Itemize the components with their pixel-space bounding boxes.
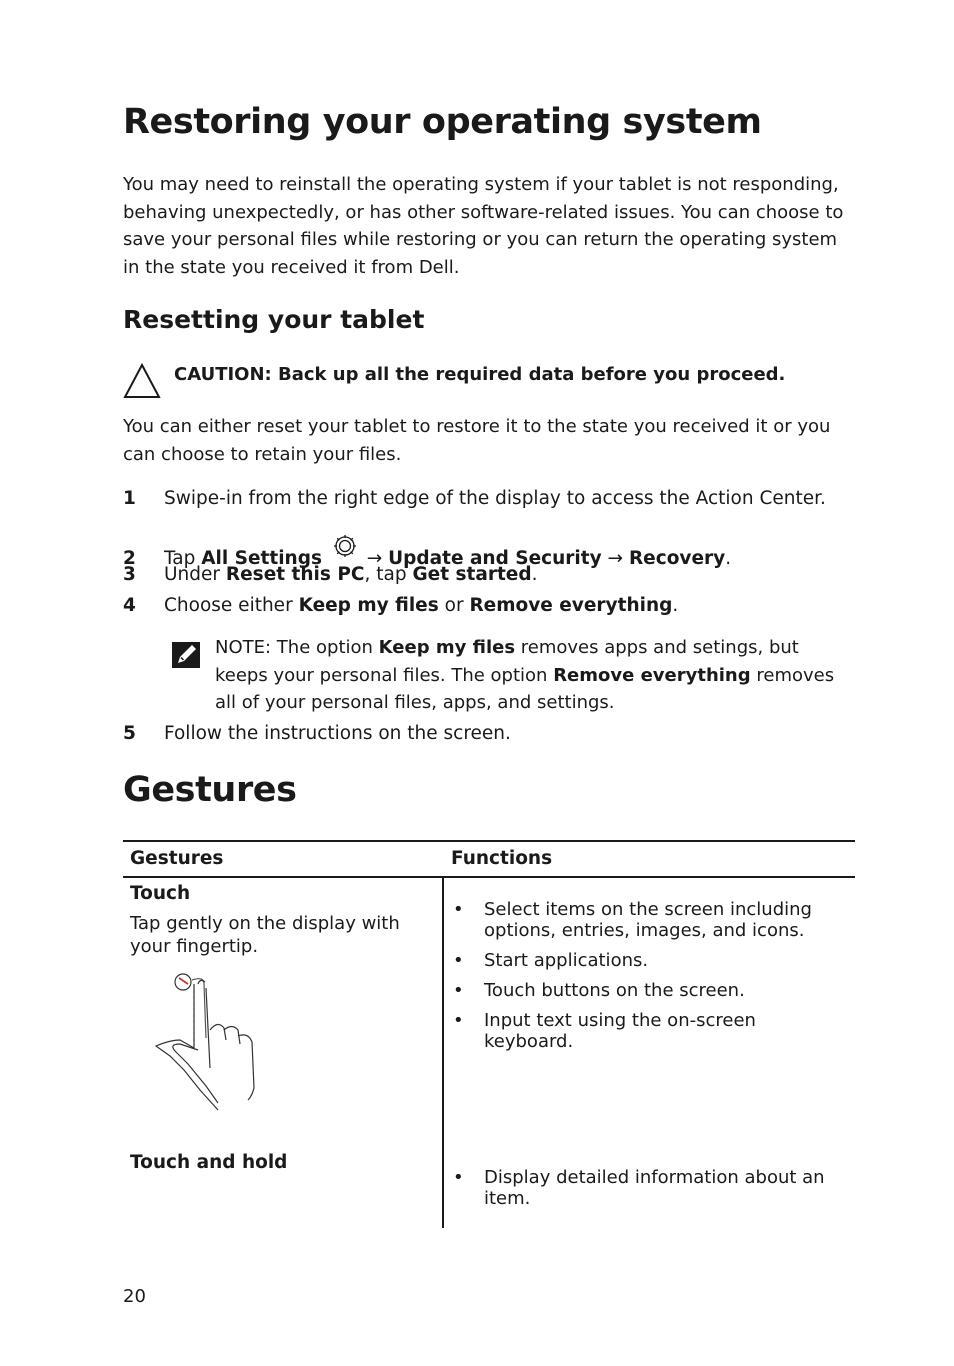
table-header-row [123,842,855,876]
step-number: 3 [123,564,136,585]
caution-box [123,362,863,402]
gear-icon [329,532,361,560]
finger-tap-icon [148,968,268,1118]
header-gestures: Gestures [130,848,224,869]
update-security-label: Update and Security [388,548,602,569]
list-item: • Touch buttons on the screen. [451,980,841,1001]
gestures-title: Gestures [123,770,297,810]
warning-triangle-icon [123,363,161,399]
list-item: • Start applications. [451,950,841,971]
step-number: 1 [123,488,136,509]
step-1 [123,488,863,509]
step-4: 4 Choose either Keep my files or Remove everything. [123,595,679,616]
tap-accent [179,978,188,984]
gesture-title-touch: Touch [130,883,191,904]
page-number: 20 [123,1286,146,1307]
step-number: 5 [123,723,136,744]
header-functions: Functions [451,848,553,869]
pencil-note-icon [170,640,202,670]
gesture-title-touch-hold: Touch and hold [130,1152,288,1173]
step-text: Follow the instructions on the screen. [164,723,511,744]
step-number: 2 [123,548,136,569]
gestures-table [123,840,855,1228]
all-settings-label: All Settings [201,548,322,569]
gesture-desc-touch: Tap gently on the display with your fingertip. [130,913,400,957]
table-body [123,878,855,1228]
functions-list-touch [451,899,841,1061]
list-item: • Select items on the screen including options, entries, images, and icons. [451,899,841,941]
caution-text: CAUTION: Back up all the required data before you proceed. [174,364,786,385]
step-5 [123,723,863,744]
intro-paragraph: You may need to reinstall the operating system if your tablet is not responding, behaving unexpectedly, or has other software-related issues. You can choose to save your personal files while restoring or you can return the operating system in the state you received it from Dell. [123,174,844,278]
reset-intro-paragraph: You can either reset your tablet to restore it to the state you received it or you can choose to retain your files. [123,416,831,465]
step-number: 4 [123,595,136,616]
step-2: 2 Tap All Settings → Update and Security → Recovery. [123,532,863,569]
recovery-label: Recovery [628,548,726,569]
page-title: Restoring your operating system [123,102,762,142]
note-text: NOTE: The option Keep my files removes apps and setings, but keeps your personal files. The option Remove everything removes all of your personal files, apps, and settings. [215,637,835,713]
functions-list-touch-hold [451,1167,841,1218]
list-item: • Input text using the on-screen keyboard. [451,1010,841,1052]
section-title: Resetting your tablet [123,305,425,334]
step-text: Swipe-in from the right edge of the display to access the Action Center. [164,488,826,509]
column-divider [442,878,444,1228]
list-item: • Display detailed information about an item. [451,1167,841,1209]
step-3: 3 Under Reset this PC, tap Get started. [123,564,538,585]
